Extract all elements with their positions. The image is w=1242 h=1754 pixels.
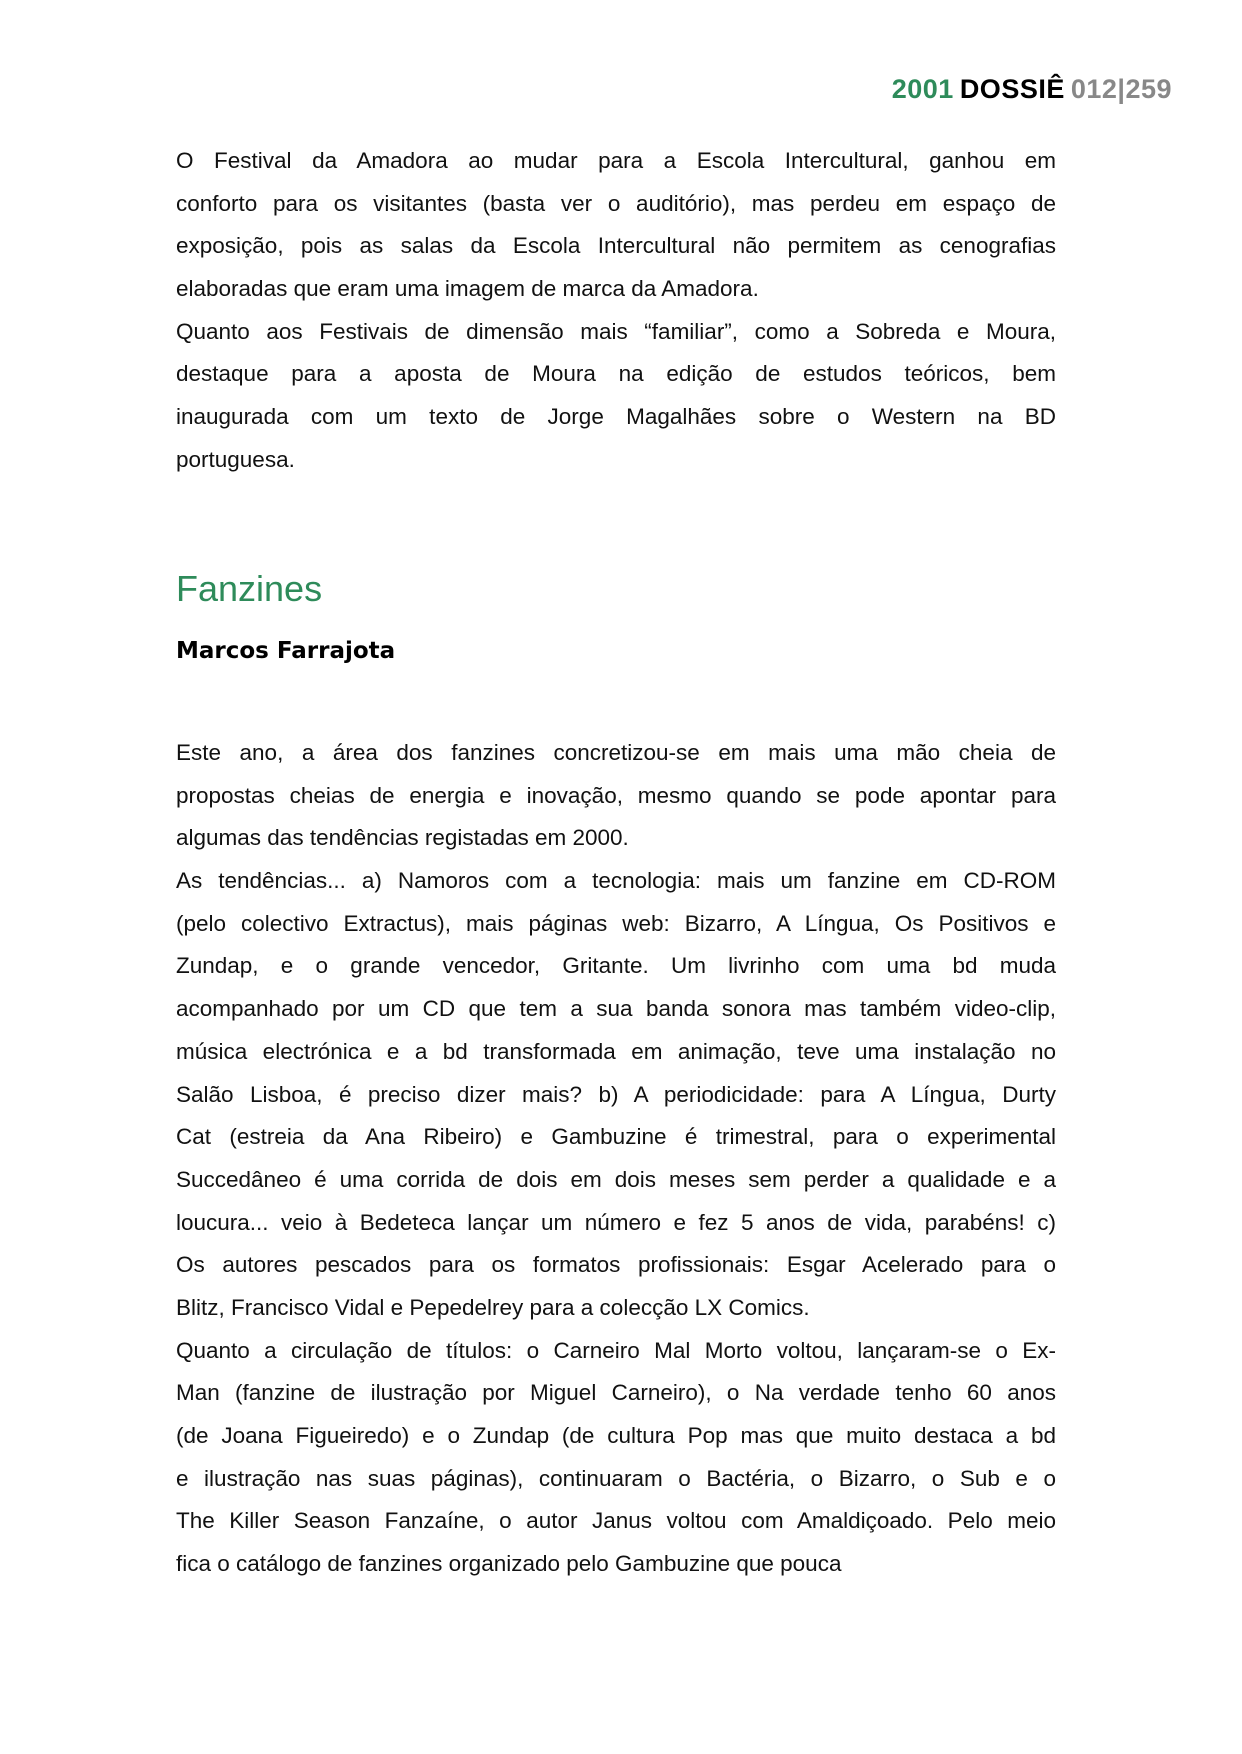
text-line: Cat (estreia da Ana Ribeiro) e Gambuzine é trimestral, para o experimental: [176, 1124, 1056, 1150]
page-header: [892, 74, 1172, 105]
text-line: Succedâneo é uma corrida de dois em dois meses sem perder a qualidade e a: [176, 1166, 1056, 1192]
text-line: The Killer Season Fanzaíne, o autor Janus voltou com Amaldiçoado. Pelo meio: [176, 1508, 1056, 1534]
text-line: (de Joana Figueiredo) e o Zundap (de cultura Pop mas que muito destaca a bd: [176, 1423, 1056, 1448]
text-line: acompanhado por um CD que tem a sua banda sonora mas também video-clip,: [176, 996, 1056, 1022]
text-line: Os autores pescados para os formatos profissionais: Esgar Acelerado para o: [176, 1252, 1056, 1278]
header-year: 2001: [891, 74, 954, 104]
text-line: Quanto a circulação de títulos: o Carneiro Mal Morto voltou, lançaram-se o Ex-: [176, 1337, 1056, 1363]
text-line: loucura... veio à Bedeteca lançar um número e fez 5 anos de vida, parabéns! c): [176, 1209, 1056, 1235]
text-line: exposição, pois as salas da Escola Intercultural não permitem as cenografias: [176, 233, 1056, 259]
paragraph: [176, 140, 1056, 311]
text-line: fica o catálogo de fanzines organizado pelo Gambuzine que pouca: [176, 1551, 842, 1577]
paragraph: [176, 311, 1056, 482]
text-line: propostas cheias de energia e inovação, mesmo quando se pode apontar para: [176, 782, 1056, 808]
text-line: inaugurada com um texto de Jorge Magalhães sobre o Western na BD: [176, 404, 1056, 430]
author-name: Marcos Farrajota: [176, 638, 396, 664]
text-line: (pelo colectivo Extractus), mais páginas web: Bizarro, A Língua, Os Positivos e: [176, 910, 1056, 936]
text-line: música electrónica e a bd transformada em animação, teve uma instalação no: [176, 1038, 1056, 1064]
header-page-number: 012|259: [1070, 74, 1172, 104]
text-line: e ilustração nas suas páginas), continuaram o Bactéria, o Bizarro, o Sub e o: [176, 1465, 1056, 1491]
text-line: Salão Lisboa, é preciso dizer mais? b) A periodicidade: para A Língua, Durty: [176, 1081, 1056, 1107]
paragraph: [176, 732, 1056, 860]
header-section: DOSSIÊ: [959, 74, 1065, 104]
text-line: algumas das tendências registadas em 2000.: [176, 825, 629, 851]
text-line: Man (fanzine de ilustração por Miguel Carneiro), o Na verdade tenho 60 anos: [176, 1380, 1056, 1406]
text-line: As tendências... a) Namoros com a tecnologia: mais um fanzine em CD-ROM: [176, 868, 1056, 894]
text-line: Blitz, Francisco Vidal e Pepedelrey para a colecção LX Comics.: [176, 1294, 810, 1320]
text-line: Zundap, e o grande vencedor, Gritante. Um livrinho com uma bd muda: [176, 953, 1056, 979]
text-line: elaboradas que eram uma imagem de marca da Amadora.: [176, 276, 759, 302]
paragraph: [176, 1330, 1056, 1586]
text-line: Este ano, a área dos fanzines concretizou-se em mais uma mão cheia de: [176, 740, 1056, 765]
body-text-bottom: [176, 732, 1056, 1586]
paragraph: [176, 860, 1056, 1330]
text-line: portuguesa.: [176, 446, 295, 472]
text-line: Quanto aos Festivais de dimensão mais “familiar”, como a Sobreda e Moura,: [176, 318, 1056, 344]
body-text-top: [176, 140, 1056, 482]
text-line: O Festival da Amadora ao mudar para a Escola Intercultural, ganhou em: [176, 148, 1056, 173]
text-line: destaque para a aposta de Moura na edição de estudos teóricos, bem: [176, 361, 1056, 387]
section-title: Fanzines: [176, 568, 323, 609]
text-line: conforto para os visitantes (basta ver o auditório), mas perdeu em espaço de: [176, 190, 1056, 216]
